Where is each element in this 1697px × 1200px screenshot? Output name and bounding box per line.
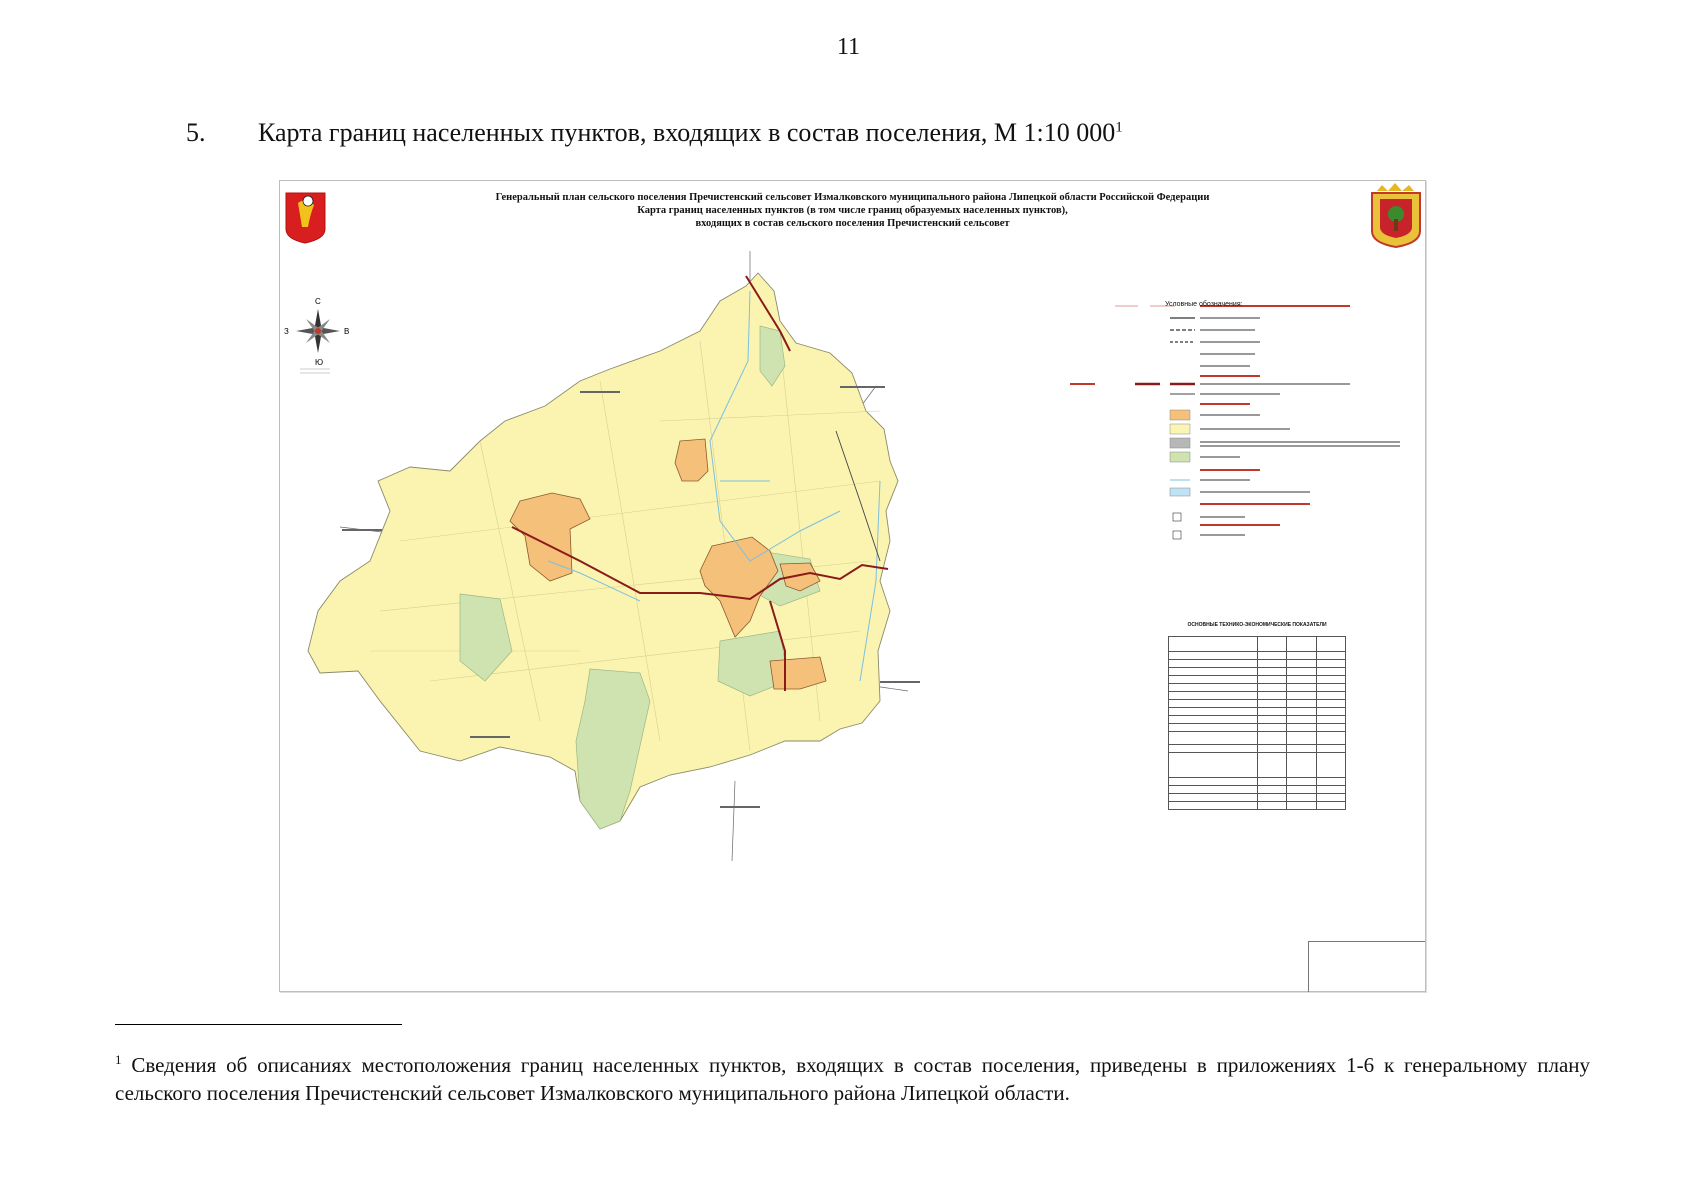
page-number: 11	[836, 34, 861, 60]
section-number: 5.	[186, 118, 206, 147]
region-coat-of-arms	[1372, 183, 1420, 247]
compass-rose	[284, 297, 349, 367]
map-figure	[279, 180, 1426, 992]
map-title-line-1: Генеральный план сельского поселения Пречистенский сельсовет Измалковского муниципального района Липецкой области Российской Федерации	[495, 192, 1210, 203]
compass-east: В	[344, 327, 350, 336]
legend	[1070, 305, 1400, 539]
legend-title: Условные обозначения:	[1165, 301, 1243, 308]
map-title-line-3: входящих в состав сельского поселения Пречистенский сельсовет	[695, 218, 1010, 229]
compass-west: З	[284, 327, 289, 336]
footnote	[115, 1046, 1590, 1107]
compass-south: Ю	[315, 358, 324, 367]
table-title: ОСНОВНЫЕ ТЕХНИКО-ЭКОНОМИЧЕСКИЕ ПОКАЗАТЕЛИ	[1187, 622, 1327, 628]
section-heading	[186, 118, 1123, 148]
district-coat-of-arms	[286, 193, 325, 243]
title-block-stamp	[1308, 941, 1425, 992]
indicators-table	[1168, 636, 1346, 810]
section-title: Карта границ населенных пунктов, входящих в состав поселения, М 1:10 000	[258, 118, 1116, 147]
footnote-marker: 1	[115, 1052, 122, 1067]
footnote-ref: 1	[1115, 119, 1123, 136]
footnote-text: Сведения об описаниях местоположения границ населенных пунктов, входящих в состав поселения, приведены в приложениях 1-6 к генеральному плану сельского поселения Пречистенский сельсовет Измалковского муниципального района Липецкой области.	[115, 1053, 1591, 1105]
map-drawing	[280, 181, 1425, 991]
compass-north: С	[315, 297, 321, 306]
map-title-line-2: Карта границ населенных пунктов (в том числе границ образуемых населенных пунктов),	[637, 205, 1068, 216]
footnote-separator	[115, 1024, 402, 1025]
